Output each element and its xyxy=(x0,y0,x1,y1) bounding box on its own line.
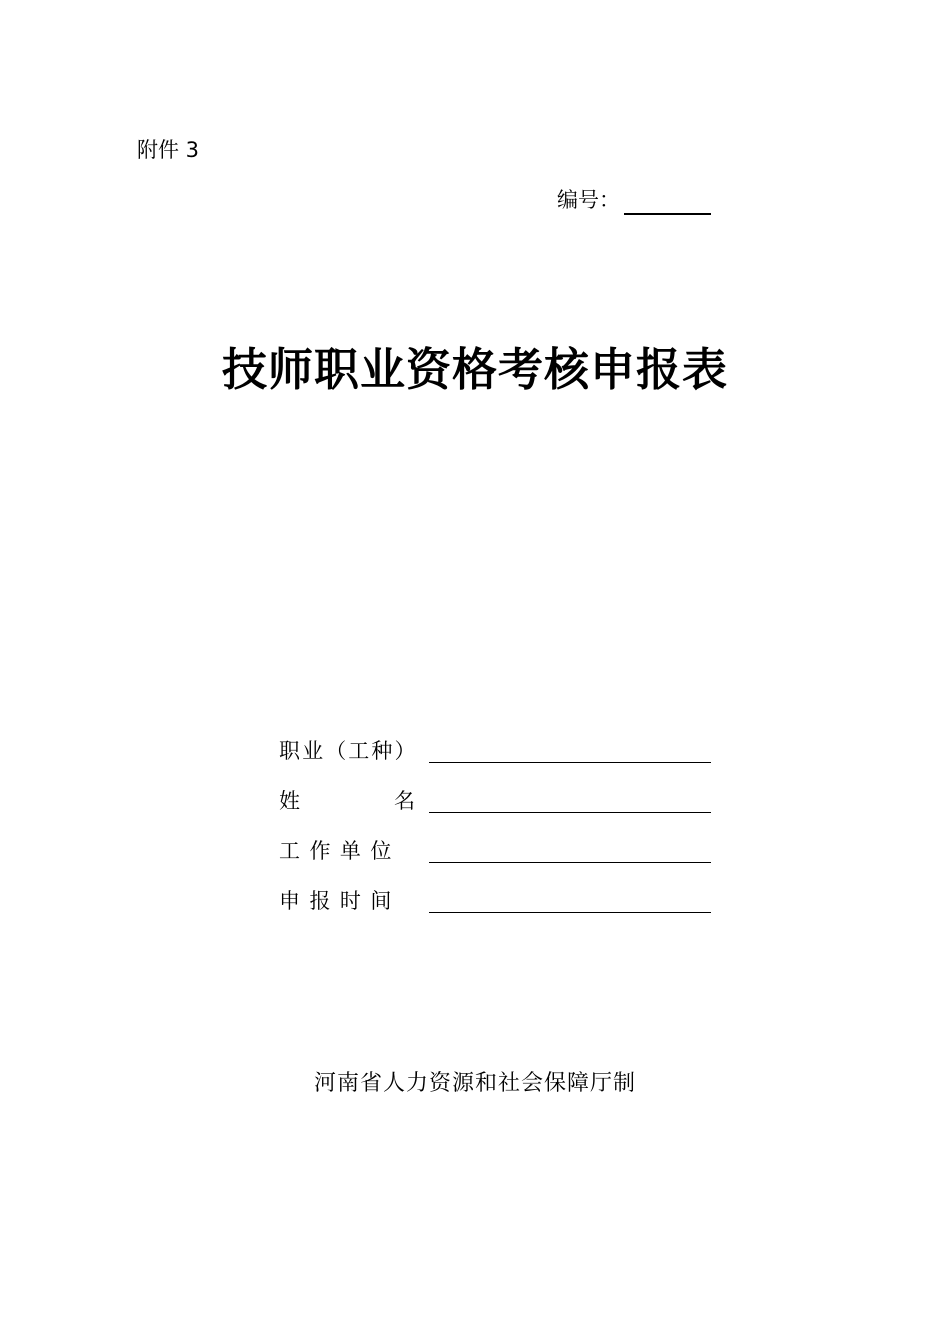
field-label-date: 申报时间 xyxy=(279,889,401,913)
applicant-fields xyxy=(279,716,711,916)
field-date xyxy=(279,866,711,916)
field-occupation xyxy=(279,716,711,766)
issuer-footer: 河南省人力资源和社会保障厅制 xyxy=(313,1071,636,1096)
field-line-name[interactable] xyxy=(429,788,711,813)
field-label-name-right: 名 xyxy=(394,789,415,813)
field-label-name xyxy=(279,786,415,816)
field-line-date[interactable] xyxy=(429,888,711,913)
serial-label: 编号： xyxy=(557,188,620,212)
field-line-occupation[interactable] xyxy=(429,738,711,763)
field-line-employer[interactable] xyxy=(429,838,711,863)
field-employer xyxy=(279,816,711,866)
attachment-label: 附件 3 xyxy=(137,138,200,162)
document-title: 技师职业资格考核申报表 xyxy=(221,343,728,396)
field-name xyxy=(279,766,711,816)
field-label-name-left: 姓 xyxy=(279,789,300,813)
serial-number xyxy=(557,185,711,215)
field-label-occupation: 职业（工种） xyxy=(279,739,418,763)
field-label-employer: 工作单位 xyxy=(279,839,401,863)
serial-blank-line[interactable] xyxy=(624,191,711,215)
